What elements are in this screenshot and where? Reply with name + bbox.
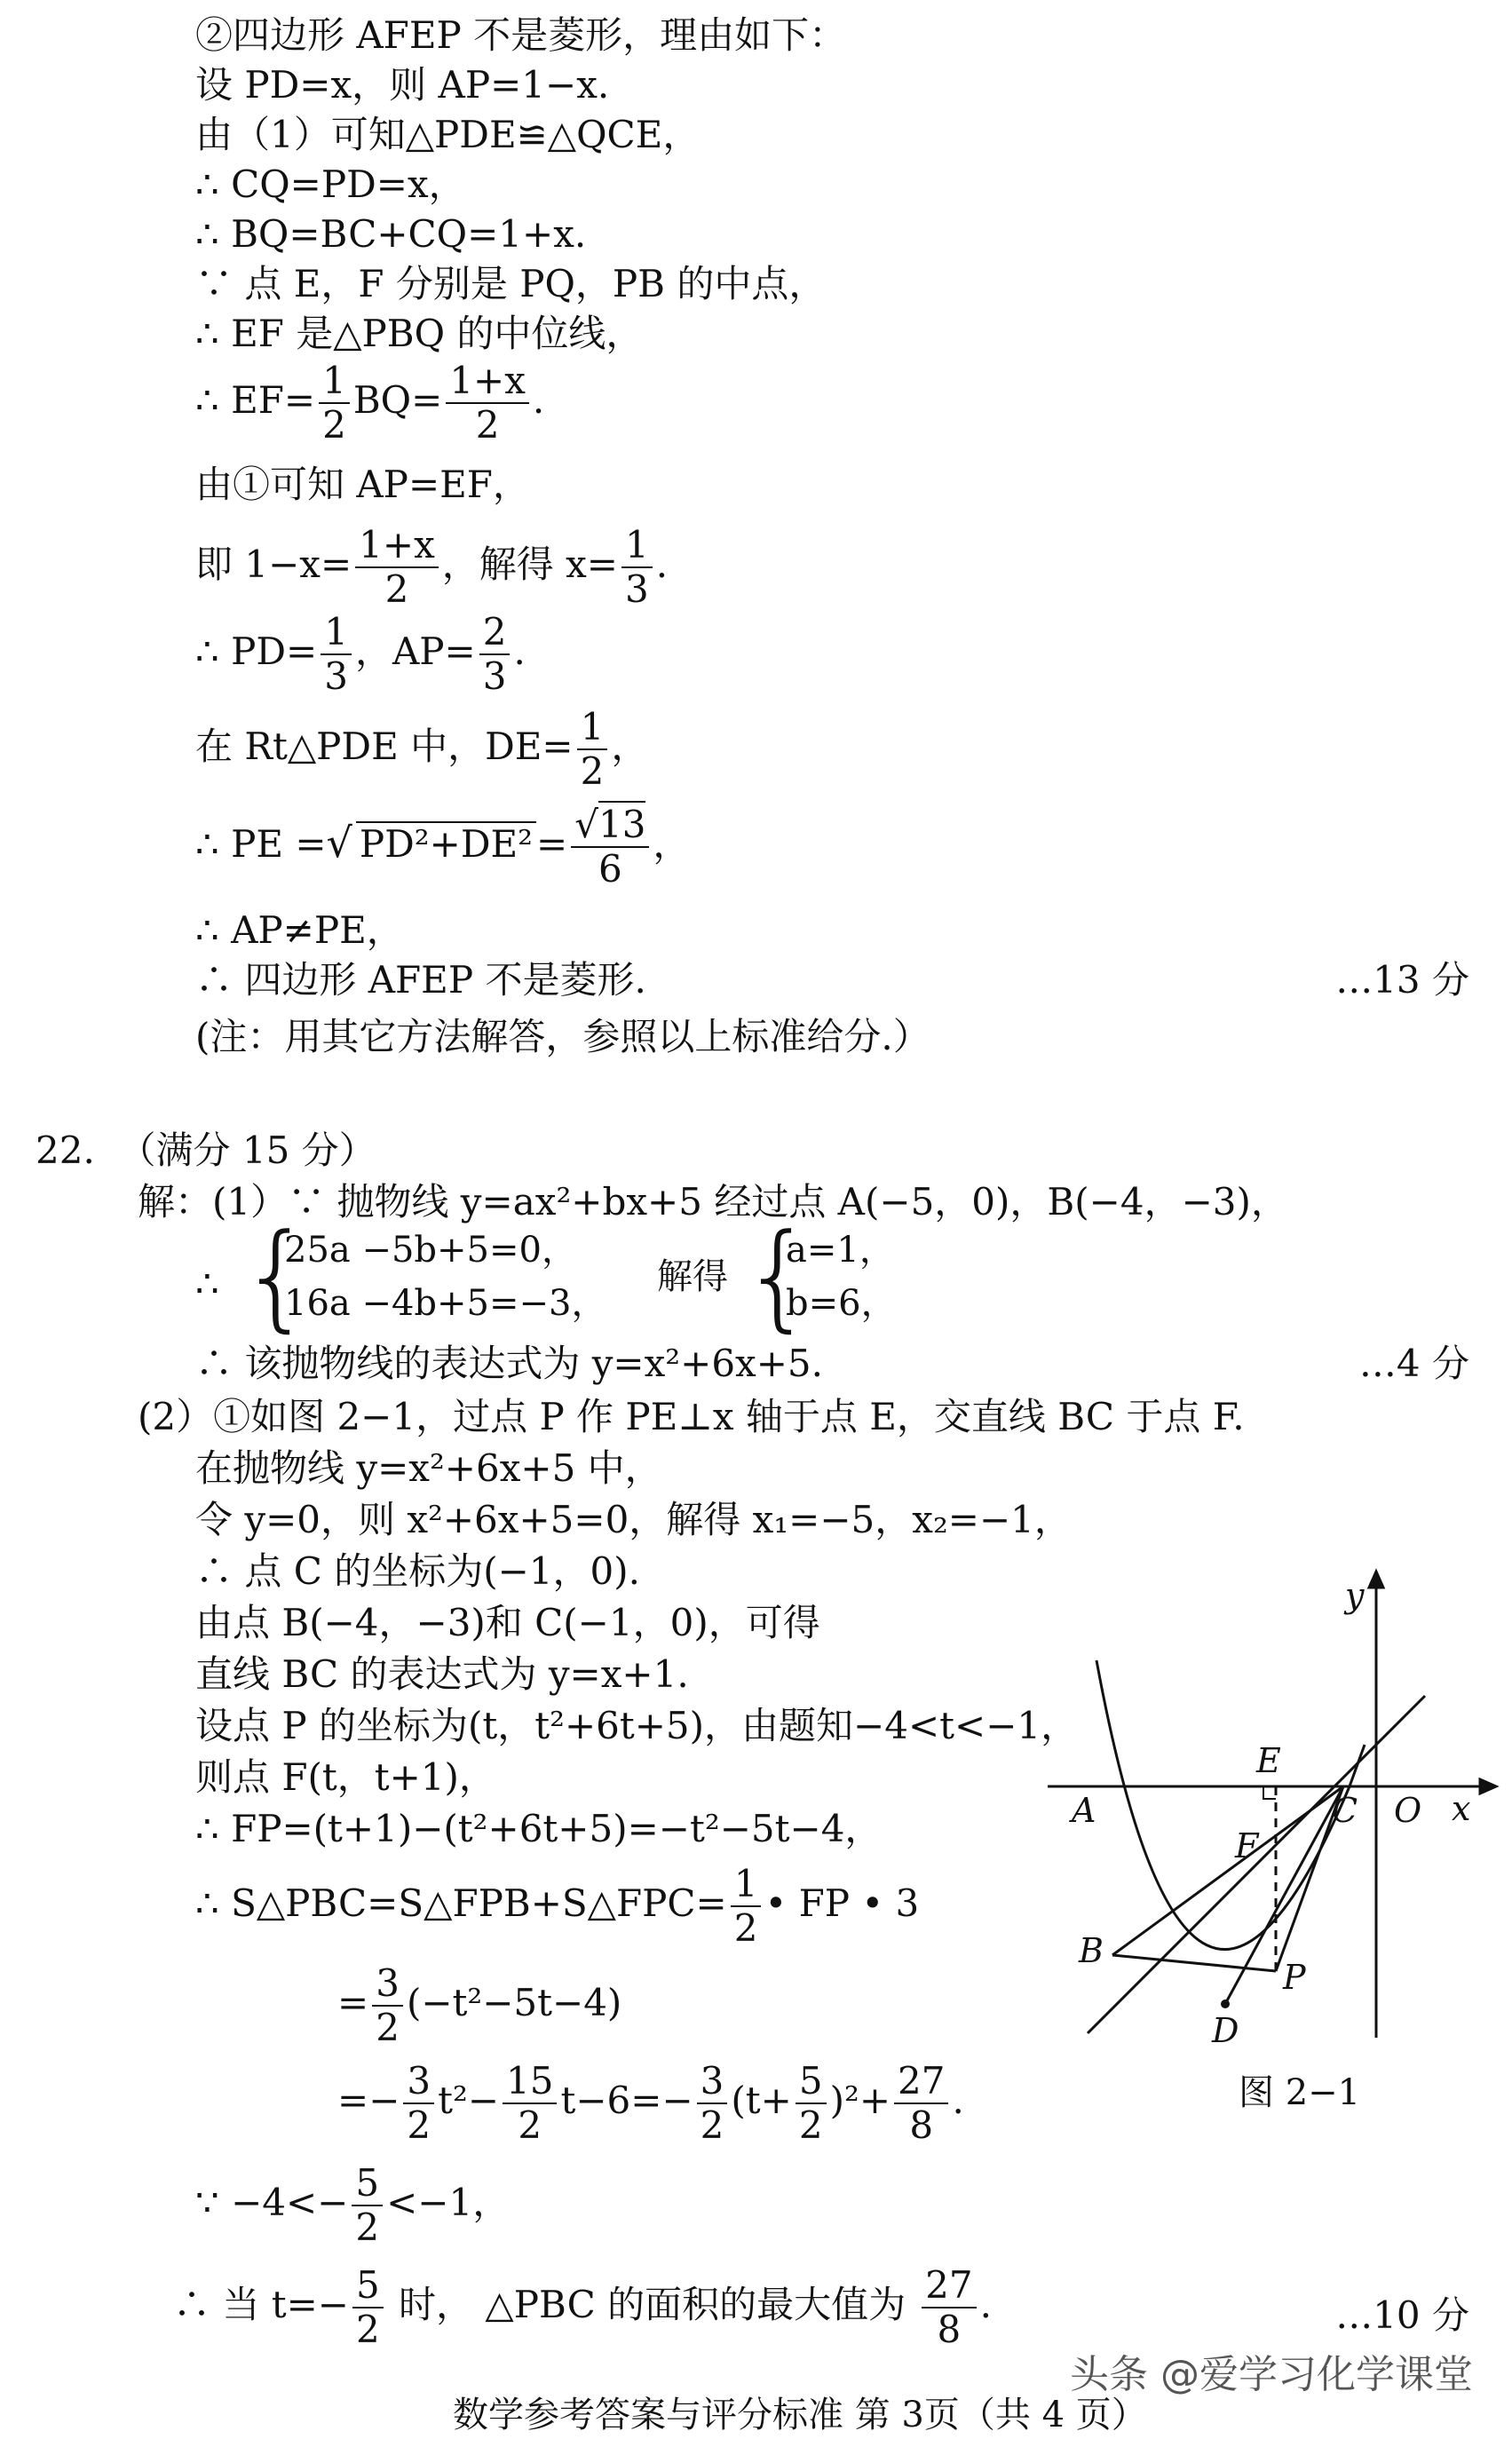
fraction-numerator: 1 <box>319 360 350 404</box>
solve-line <box>195 524 668 611</box>
let-y-line: 令 y=0，则 x²+6x+5=0，解得 x₁=−5，x₂=−1， <box>195 1498 1072 1541</box>
radicand: 13 <box>598 803 646 846</box>
parabola-curve <box>1096 1660 1365 1950</box>
fraction-numerator: 27 <box>922 2264 976 2308</box>
midpoints-line: ∵ 点 E，F 分别是 PQ，PB 的中点， <box>195 262 827 305</box>
fraction-denominator: 2 <box>407 2103 431 2147</box>
fraction-denominator: 3 <box>625 567 649 611</box>
fraction-numerator: 5 <box>352 2162 383 2206</box>
final-prefix: ∴ 当 t=− <box>173 2283 349 2326</box>
pe-equals: = <box>536 822 568 866</box>
area2-end: (−t²−5t−4) <box>406 1981 622 2024</box>
fraction-numerator: 1+x <box>355 524 439 568</box>
conclusion-line: ∴ 四边形 AFEP 不是菱形. <box>195 958 646 1002</box>
watermark: 头条 @爱学习化学课堂 <box>1070 2342 1473 2399</box>
ne-line: ∴ AP≠PE， <box>195 908 404 952</box>
set-pd-line: 设 PD=x，则 AP=1−x. <box>195 63 610 107</box>
system-therefore: ∴ <box>195 1262 219 1305</box>
area-line <box>195 1863 919 1950</box>
fraction-denominator: 2 <box>798 2103 823 2147</box>
fp-line: ∴ FP=(t+1)−(t²+6t+5)=−t²−5t−4， <box>195 1807 883 1850</box>
pd-ap-line <box>195 611 526 698</box>
midline-line: ∴ EF 是△PBQ 的中位线， <box>195 312 644 355</box>
q22-full-marks: （满分 15 分） <box>118 1128 376 1172</box>
fraction-numerator: 1 <box>577 706 608 750</box>
fraction-numerator: 3 <box>372 1962 403 2007</box>
figure-caption: 图 2−1 <box>1239 2072 1361 2113</box>
page-footer: 数学参考答案与评分标准 第 3页（共 4 页） <box>453 2395 1147 2435</box>
fraction-denominator: 2 <box>518 2103 542 2147</box>
fraction-denominator: 2 <box>355 2205 380 2249</box>
pe-line <box>195 804 690 891</box>
fraction <box>731 1863 762 1950</box>
ef-line <box>195 360 544 447</box>
fraction <box>697 2060 728 2147</box>
in-parabola-line: 在抛物线 y=x²+6x+5 中， <box>195 1446 662 1490</box>
de-prefix: 在 Rt△PDE 中，DE= <box>195 725 574 768</box>
fraction-numerator: 1 <box>731 1863 762 1907</box>
fraction-denominator: 2 <box>384 567 409 611</box>
fraction-denominator: 6 <box>598 847 622 891</box>
fraction-denominator: 2 <box>700 2103 724 2147</box>
de-line <box>195 706 648 793</box>
fraction-denominator: 8 <box>909 2103 934 2147</box>
cq-line: ∴ CQ=PD=x， <box>195 162 466 206</box>
fraction <box>577 706 608 793</box>
solve-prefix: 即 1−x= <box>195 542 352 586</box>
q22-given: 解：(1）∵ 抛物线 y=ax²+bx+5 经过点 A(−5，0)，B(−4，−3)， <box>138 1180 1288 1224</box>
label-f: F <box>1235 1826 1259 1865</box>
fraction-denominator: 2 <box>733 1906 758 1950</box>
area3-part: )²+ <box>829 2079 891 2122</box>
fraction <box>352 2264 384 2351</box>
area3-line <box>337 2060 964 2147</box>
pd-prefix: ∴ PD= <box>195 630 318 673</box>
fraction <box>621 524 653 611</box>
label-p: P <box>1283 1958 1306 1997</box>
right-angle-icon <box>1263 1786 1276 1799</box>
fraction-sqrt13-over-6 <box>571 804 649 891</box>
fraction-numerator <box>571 804 649 848</box>
ef-prefix: ∴ EF= <box>195 378 316 422</box>
q22-header <box>36 1126 376 1176</box>
fraction <box>796 2060 827 2147</box>
ef-mid: BQ= <box>352 378 443 422</box>
final-line <box>173 2264 992 2351</box>
area3-part: t−6=− <box>560 2079 693 2122</box>
point-f-line: 则点 F(t，t+1)， <box>195 1755 496 1799</box>
label-x: x <box>1452 1789 1471 1828</box>
score-13: …13 分 <box>1335 958 1469 1002</box>
fraction <box>922 2264 976 2351</box>
area3-part: =− <box>337 2079 400 2122</box>
note-line: (注：用其它方法解答，参照以上标准给分.） <box>195 1015 930 1058</box>
solution-b: b=6， <box>786 1283 897 1324</box>
score-10: …10 分 <box>1335 2293 1469 2337</box>
fraction-denominator: 3 <box>324 654 348 698</box>
label-d: D <box>1212 2011 1239 2050</box>
fraction <box>321 611 352 698</box>
from1-line: 由①可知 AP=EF， <box>195 463 530 506</box>
solve-word: 解得 <box>657 1256 728 1297</box>
fraction-denominator: 3 <box>482 654 507 698</box>
fraction-numerator: 3 <box>403 2060 434 2104</box>
final-end: . <box>979 2283 992 2326</box>
fraction-numerator: 15 <box>503 2060 557 2104</box>
final-mid: 时， △PBC 的面积的最大值为 <box>386 2283 906 2326</box>
part2-construction: (2）①如图 2−1，过点 P 作 PE⊥x 轴于点 E，交直线 BC 于点 F. <box>138 1395 1245 1438</box>
fraction <box>355 524 439 611</box>
label-o: O <box>1394 1791 1422 1830</box>
fraction-denominator: 8 <box>937 2308 962 2351</box>
congruent-line: 由（1）可知△PDE≌△QCE， <box>195 113 701 156</box>
radical-sign: √ <box>574 803 598 846</box>
area3-end: . <box>952 2079 964 2122</box>
fraction-numerator: 1+x <box>446 360 529 404</box>
label-e: E <box>1256 1741 1281 1780</box>
fraction <box>503 2060 557 2147</box>
left-brace-icon: { <box>240 1208 313 1343</box>
ef-end: . <box>532 378 545 422</box>
range-line <box>195 2162 510 2249</box>
pd-ap-end: . <box>513 630 526 673</box>
label-y: y <box>1345 1576 1365 1615</box>
solution-a: a=1， <box>786 1230 895 1271</box>
fraction <box>403 2060 434 2147</box>
fraction <box>479 611 511 698</box>
label-b: B <box>1079 1931 1104 1970</box>
range-prefix: ∵ −4<− <box>195 2181 349 2224</box>
bq-line: ∴ BQ=BC+CQ=1+x. <box>195 212 587 256</box>
pe-prefix: ∴ PE = <box>195 822 327 866</box>
solve-mid: ，解得 x= <box>441 542 618 586</box>
fraction-half <box>319 360 350 447</box>
fraction-denominator: 2 <box>355 2308 380 2351</box>
fraction <box>352 2162 383 2249</box>
fraction-denominator: 2 <box>322 403 346 447</box>
fraction-denominator: 2 <box>475 403 500 447</box>
expr-line: ∴ 该抛物线的表达式为 y=x²+6x+5. <box>195 1342 824 1385</box>
from-bc-line: 由点 B(−4，−3)和 C(−1，0)，可得 <box>195 1601 820 1644</box>
part2-heading: ②四边形 AFEP 不是菱形，理由如下： <box>195 13 847 57</box>
area2-line <box>337 1962 621 2049</box>
fraction-denominator: 2 <box>376 2006 400 2049</box>
pe-end: ， <box>653 822 691 866</box>
label-c: C <box>1332 1791 1358 1830</box>
fraction <box>894 2060 948 2147</box>
radicand: PD²+DE² <box>356 821 536 866</box>
label-a: A <box>1072 1791 1096 1830</box>
fraction-numerator: 3 <box>697 2060 728 2104</box>
area-end: • FP • 3 <box>764 1881 920 1925</box>
equation-1: 25a −5b+5=0， <box>284 1230 577 1271</box>
point-p-line: 设点 P 的坐标为(t，t²+6t+5)，由题知−4<t<−1， <box>195 1704 1079 1747</box>
figure-2-1 <box>1034 1554 1512 2060</box>
fraction-denominator: 2 <box>580 749 605 793</box>
line-bc: 直线 BC 的表达式为 y=x+1. <box>195 1652 689 1696</box>
radical-sign: √ <box>326 819 352 867</box>
x-axis-arrow-icon <box>1480 1779 1496 1794</box>
fraction-1px-over-2 <box>446 360 529 447</box>
fraction-numerator: 1 <box>321 611 352 655</box>
area2-prefix: = <box>337 1981 369 2024</box>
fraction-numerator: 1 <box>621 524 653 568</box>
q22-number: 22. <box>36 1128 95 1172</box>
solve-end: . <box>655 542 669 586</box>
equation-2: 16a −4b+5=−3， <box>284 1283 607 1324</box>
fraction-numerator: 2 <box>479 611 511 655</box>
left-brace-icon: { <box>741 1208 815 1343</box>
ap-mid: ，AP= <box>354 630 476 673</box>
area3-part: t²− <box>438 2079 500 2122</box>
fraction-numerator: 5 <box>796 2060 827 2104</box>
score-4: …4 分 <box>1358 1342 1469 1385</box>
de-end: ， <box>611 725 649 768</box>
y-axis-arrow-icon <box>1369 1572 1383 1588</box>
point-d-dot <box>1221 2000 1230 2008</box>
point-c-line: ∴ 点 C 的坐标为(−1，0). <box>195 1549 640 1593</box>
area-prefix: ∴ S△PBC=S△FPB+S△FPC= <box>195 1881 727 1925</box>
area3-part: (t+ <box>731 2079 792 2122</box>
fraction-numerator: 5 <box>352 2264 384 2308</box>
fraction <box>372 1962 403 2049</box>
fraction-numerator: 27 <box>894 2060 948 2104</box>
range-end: <−1， <box>386 2181 511 2224</box>
